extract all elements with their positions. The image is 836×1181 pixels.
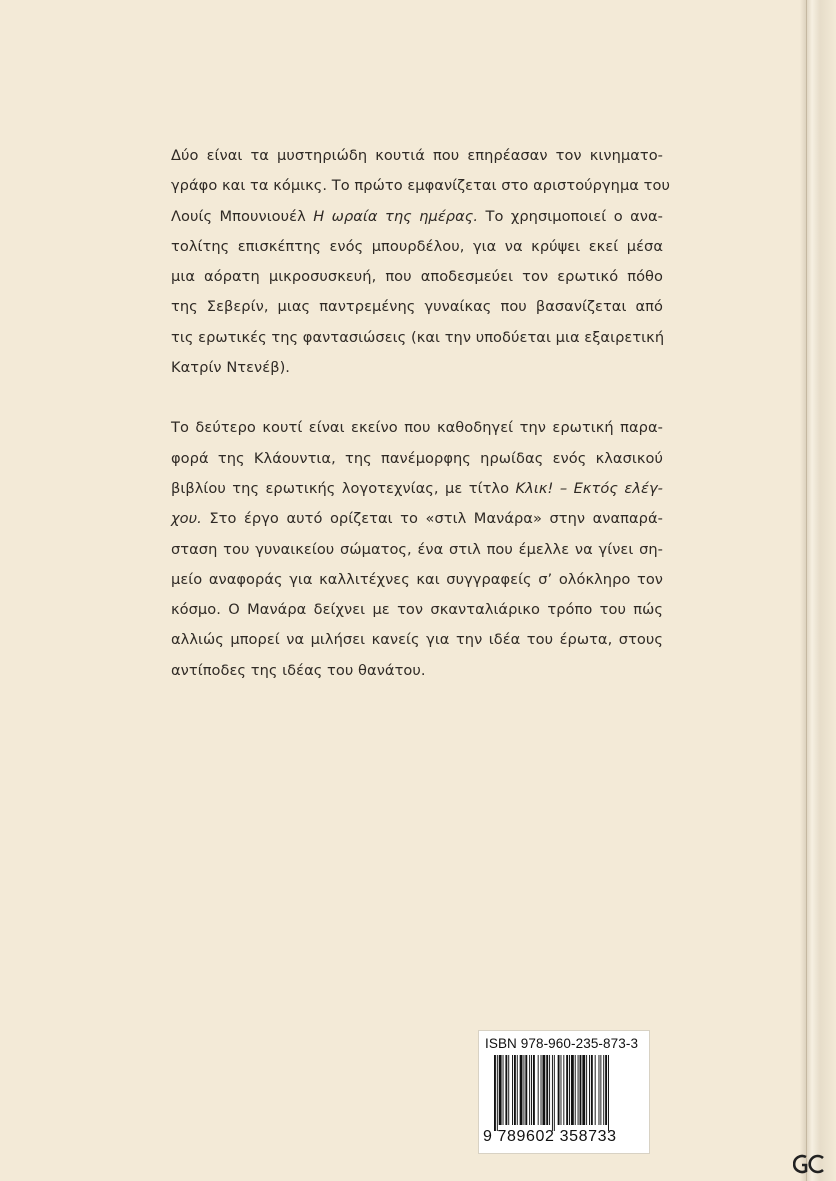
- text-line: τις ερωτικές της φαντασιώσεις (και την υποδύεται μια εξαιρετική: [171, 328, 665, 346]
- barcode-bars-icon: [493, 1055, 635, 1133]
- blurb-paragraph-2: [171, 413, 663, 686]
- text-line: σταση του γυναικείου σώματος, ένα στιλ που έμελλε να γίνει ση-: [171, 540, 663, 558]
- barcode-digits: 9 789602 358733: [483, 1128, 617, 1145]
- text-line: μια αόρατη μικροσυσκευή, που αποδεσμεύει τον ερωτικό πόθο: [171, 268, 663, 286]
- text-line: γράφο και τα κόμικς. Το πρώτο εμφανίζεται στο αριστούργημα του: [171, 177, 670, 195]
- text-line: Λουίς Μπουνιουέλ Η ωραία της ημέρας. Το χρησιμοποιεί ο ανα-: [171, 207, 663, 225]
- text-line: αντίποδες της ιδέας του θανάτου.: [171, 661, 426, 679]
- director-name: Λουίς Μπουνιουέλ: [171, 207, 306, 225]
- film-title: Η ωραία της ημέρας.: [313, 207, 479, 225]
- text-line: χου. Στο έργο αυτό ορίζεται το «στιλ Μανάρα» στην αναπαρά-: [171, 510, 663, 528]
- blurb-text: [171, 141, 670, 686]
- text-line: κόσμο. Ο Μανάρα δείχνει με τον σκανταλιάρικο τρόπο του πώς: [171, 601, 663, 619]
- book-title: Κλικ! – Εκτός ελέγ-: [515, 479, 663, 497]
- scanner-logo-icon: [793, 1153, 827, 1175]
- book-title-end: χου.: [171, 510, 202, 528]
- text-line: της Σεβερίν, μιας παντρεμένης γυναίκας που βασανίζεται από: [171, 298, 663, 316]
- blurb-paragraph-1: [171, 141, 670, 383]
- text-line: μείο αναφοράς για καλλιτέχνες και συγγραφείς σ’ ολόκληρο τον: [171, 570, 663, 588]
- isbn-number: ISBN 978-960-235-873-3: [485, 1036, 639, 1051]
- text-line: φορά της Κλάουντια, της πανέμορφης ηρωίδας ενός κλασικού: [171, 449, 663, 467]
- text-line: Δύο είναι τα μυστηριώδη κουτιά που επηρέασαν τον κινηματο-: [171, 147, 663, 164]
- spine-crease: [806, 0, 807, 1181]
- text-line: Κατρίν Ντενέβ).: [171, 359, 290, 377]
- barcode-label: [478, 1030, 650, 1154]
- text-line: βιβλίου της ερωτικής λογοτεχνίας, με τίτλο Κλικ! – Εκτός ελέγ-: [171, 479, 663, 497]
- text-line: τολίτης επισκέπτης ενός μπουρδέλου, για να κρύψει εκεί μέσα: [171, 237, 663, 255]
- text-line: αλλιώς μπορεί να μιλήσει κανείς για την ιδέα του έρωτα, στους: [171, 631, 663, 649]
- text-line: Το δεύτερο κουτί είναι εκείνο που καθοδηγεί την ερωτική παρα-: [171, 419, 663, 437]
